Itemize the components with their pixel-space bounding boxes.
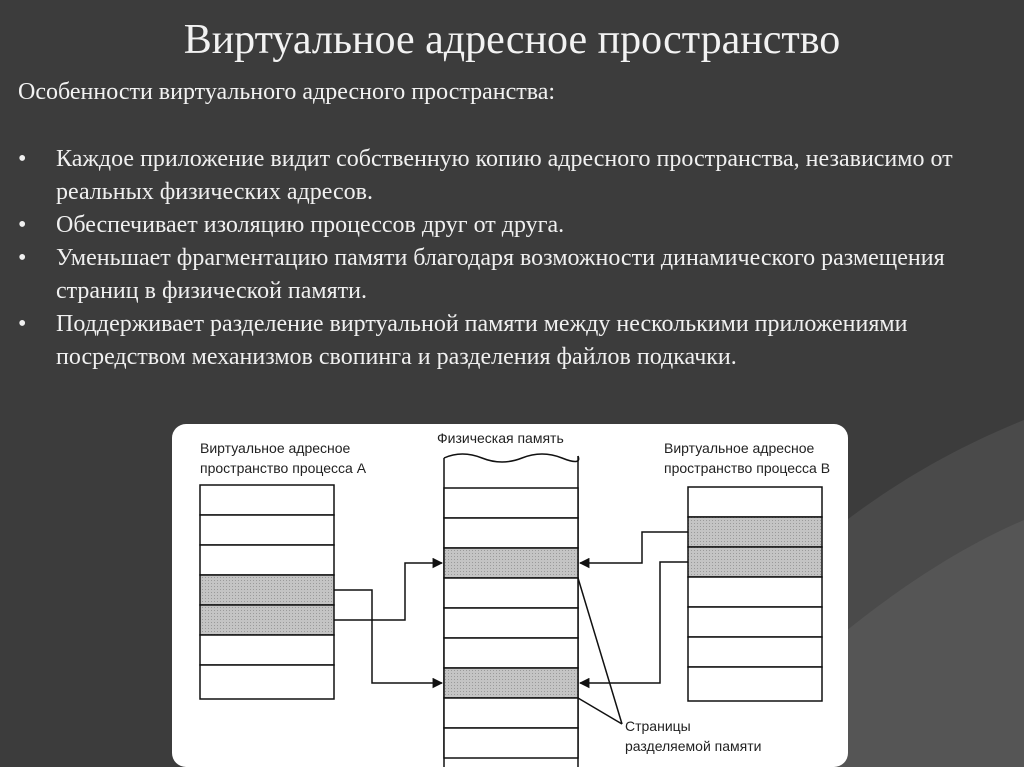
bullet-item xyxy=(18,308,1008,374)
bullet-text: Уменьшает фрагментацию памяти благодаря возможности динамического размещения страниц в физической памяти. xyxy=(56,245,945,304)
physical-memory-pages xyxy=(444,454,579,767)
process-b-page xyxy=(688,637,822,667)
physical-page-shared xyxy=(444,548,578,578)
process-b-page xyxy=(688,607,822,637)
bullet-item xyxy=(18,143,1008,209)
physical-page xyxy=(444,608,578,638)
physical-page xyxy=(444,518,578,548)
label-process-b-line2: пространство процесса В xyxy=(664,460,831,476)
bullet-text: Каждое приложение видит собственную копию адресного пространства, независимо от реальных физических адресов. xyxy=(56,146,953,205)
process-a-page xyxy=(200,665,334,699)
label-process-a-line1: Виртуальное адресное xyxy=(200,440,351,456)
process-a-page-shared xyxy=(200,575,334,605)
process-a-page xyxy=(200,485,334,515)
slide-subtitle: Особенности виртуального адресного пространства: xyxy=(18,79,556,105)
physical-page xyxy=(444,638,578,668)
label-shared-pages-line2: разделяемой памяти xyxy=(625,738,762,754)
label-process-a xyxy=(200,438,366,478)
physical-memory-top-edge xyxy=(444,454,579,462)
slide-title: Виртуальное адресное пространство xyxy=(183,17,841,63)
process-a-page-shared xyxy=(200,605,334,635)
label-physical-memory: Физическая память xyxy=(437,430,564,446)
label-process-a-line2: пространство процесса А xyxy=(200,460,367,476)
bullet-text: Поддерживает разделение виртуальной памяти между несколькими приложениями посредством механизмов свопинга и разделения файлов подкачки. xyxy=(56,311,908,370)
physical-page-shared xyxy=(444,668,578,698)
bullet-item xyxy=(18,209,1008,242)
process-b-pages xyxy=(688,487,822,701)
process-b-page-shared xyxy=(688,517,822,547)
arrow-b-to-physical-upper xyxy=(580,532,688,563)
bullet-text: Обеспечивает изоляцию процессов друг от друга. xyxy=(56,212,565,238)
bullet-dot-icon: • xyxy=(18,212,27,238)
bullet-item xyxy=(18,242,1008,308)
process-a-page xyxy=(200,635,334,665)
process-b-page xyxy=(688,577,822,607)
label-process-b-line1: Виртуальное адресное xyxy=(664,440,815,456)
arrow-b-to-physical-lower xyxy=(580,562,688,683)
process-a-page xyxy=(200,545,334,575)
memory-diagram xyxy=(172,424,848,767)
process-b-page-shared xyxy=(688,547,822,577)
physical-page xyxy=(444,698,578,728)
process-a-pages xyxy=(200,485,334,699)
bullet-dot-icon: • xyxy=(18,146,27,172)
physical-page xyxy=(444,728,578,758)
label-shared-pages-line1: Страницы xyxy=(625,718,691,734)
label-shared-pages xyxy=(625,716,761,756)
bullet-list xyxy=(18,143,1008,374)
arrow-a-to-physical-lower xyxy=(334,590,442,683)
arrow-a-to-physical-upper xyxy=(334,563,442,620)
physical-page xyxy=(444,488,578,518)
process-a-page xyxy=(200,515,334,545)
physical-page xyxy=(444,578,578,608)
process-b-page xyxy=(688,667,822,701)
process-b-page xyxy=(688,487,822,517)
label-process-b xyxy=(664,438,830,478)
bullet-dot-icon: • xyxy=(18,311,27,337)
bullet-dot-icon: • xyxy=(18,245,27,271)
